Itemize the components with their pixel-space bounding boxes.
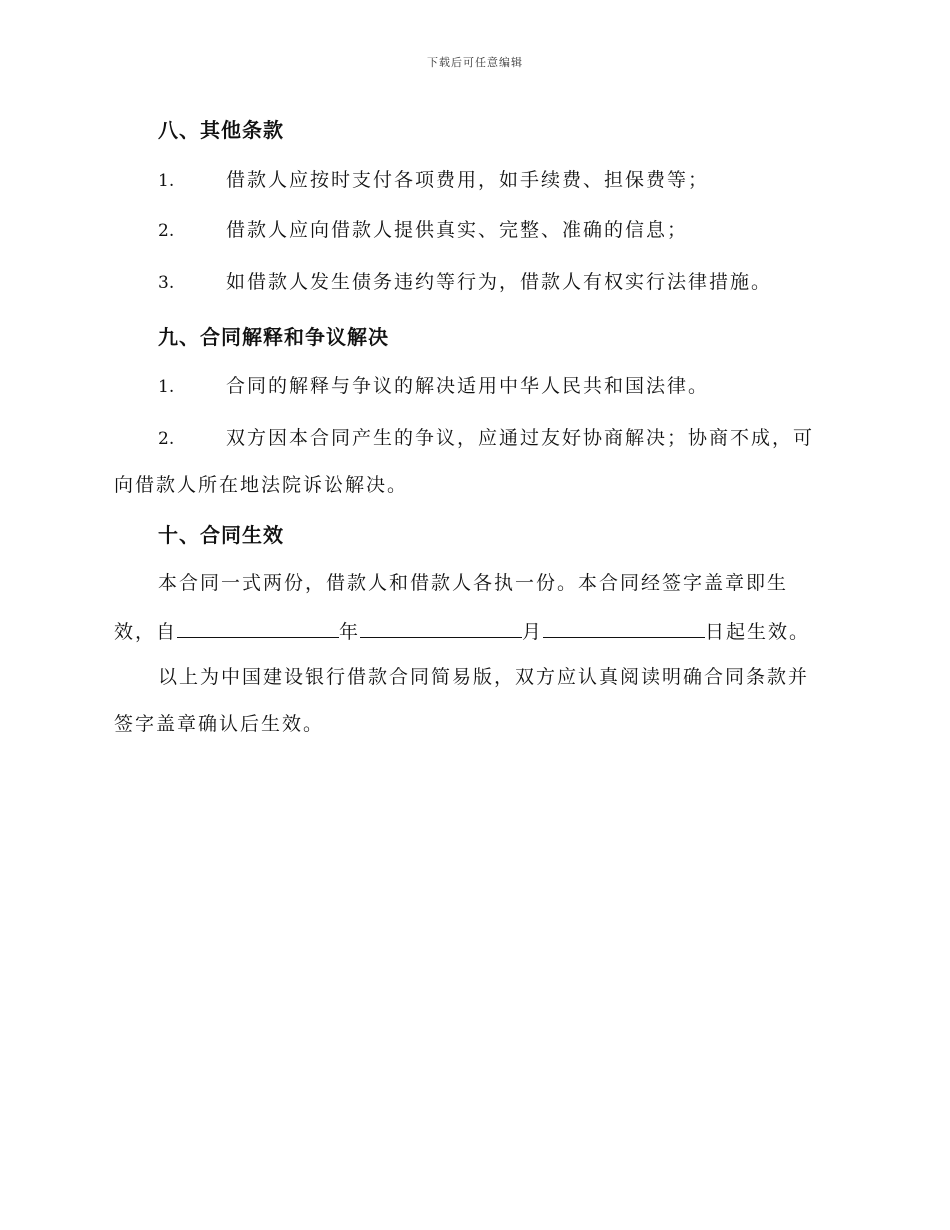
day-blank[interactable] — [543, 617, 705, 638]
header-note: 下载后可任意编辑 — [427, 56, 523, 69]
section-9-heading: 九、合同解释和争议解决 — [158, 325, 389, 349]
effective-from-label: 效，自 — [114, 621, 178, 643]
paragraph-line-2 — [114, 617, 834, 664]
item-number: 3. — [158, 273, 175, 293]
item-line-1 — [114, 425, 834, 472]
item-text: 如借款人发生债务违约等行为，借款人有权实行法律措施。 — [226, 271, 773, 293]
paragraph-line-1: 本合同一式两份，借款人和借款人各执一份。本合同经签字盖章即生 — [158, 572, 789, 594]
section-9-item-2 — [114, 425, 834, 519]
item-number: 1. — [158, 377, 175, 397]
year-label: 年 — [339, 621, 361, 643]
section-10-heading: 十、合同生效 — [158, 523, 284, 547]
section-8-heading: 八、其他条款 — [158, 118, 284, 142]
item-text: 合同的解释与争议的解决适用中华人民共和国法律。 — [226, 375, 710, 397]
item-number: 2. — [158, 429, 175, 449]
month-blank[interactable] — [360, 617, 522, 638]
year-blank[interactable] — [177, 617, 339, 638]
item-text: 双方因本合同产生的争议，应通过友好协商解决；协商不成，可 — [226, 427, 815, 449]
section-9-item-1 — [158, 373, 709, 400]
section-8-item-1 — [158, 167, 709, 194]
item-number: 1. — [158, 171, 175, 191]
closing-line-1: 以上为中国建设银行借款合同简易版，双方应认真阅读明确合同条款并 — [158, 666, 810, 688]
item-number: 2. — [158, 221, 175, 241]
month-label: 月 — [522, 621, 544, 643]
item-line-2: 向借款人所在地法院诉讼解决。 — [114, 474, 409, 496]
day-label: 日起生效。 — [705, 621, 811, 643]
closing-line-2: 签字盖章确认后生效。 — [114, 713, 325, 735]
item-text: 借款人应向借款人提供真实、完整、准确的信息； — [226, 219, 689, 241]
section-8-item-3 — [158, 269, 772, 296]
section-10-paragraph — [114, 570, 834, 664]
section-8-item-2 — [158, 217, 688, 244]
item-text: 借款人应按时支付各项费用，如手续费、担保费等； — [226, 169, 710, 191]
closing-paragraph — [114, 664, 834, 758]
